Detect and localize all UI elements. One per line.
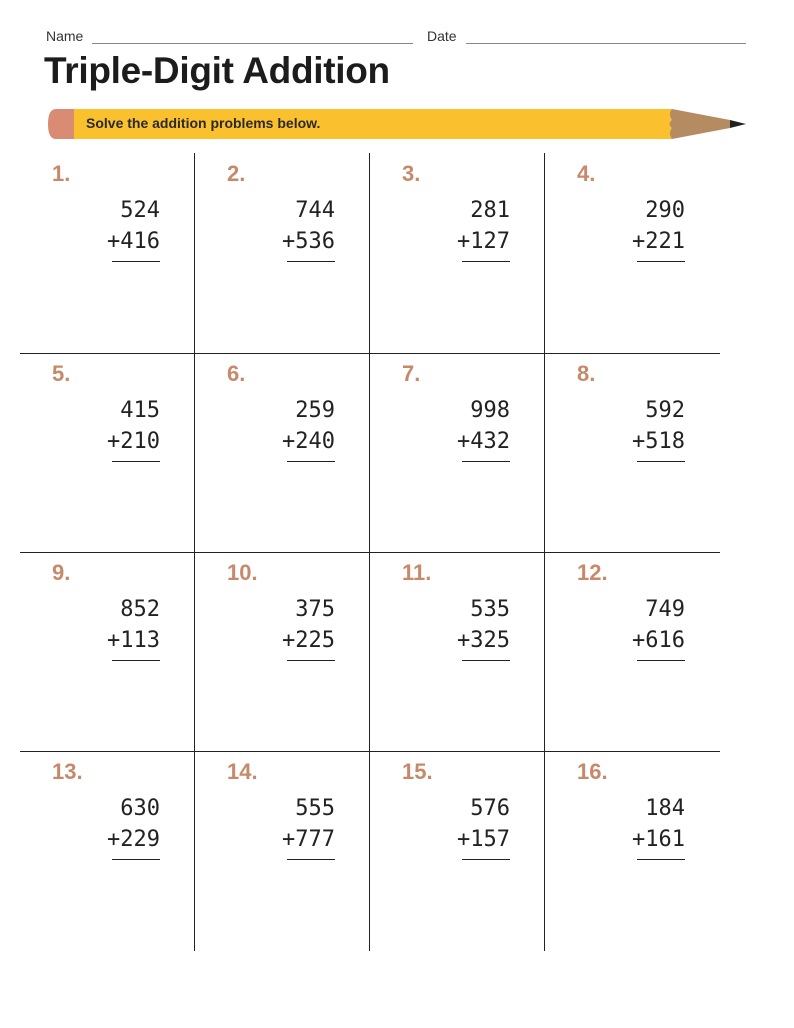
problem-number: 13. <box>52 759 83 784</box>
instruction-text: Solve the addition problems below. <box>86 115 321 131</box>
addend-bottom: +777 <box>282 827 335 852</box>
answer-line <box>462 461 510 462</box>
problem-cell[interactable] <box>195 153 370 352</box>
problem-number: 10. <box>227 560 258 585</box>
name-field[interactable] <box>92 43 413 44</box>
problem-cell[interactable] <box>545 751 720 950</box>
answer-line <box>637 261 685 262</box>
addend-bottom: +225 <box>282 628 335 653</box>
problem-grid <box>20 153 720 951</box>
addend-top: 555 <box>295 796 335 821</box>
addend-bottom: +325 <box>457 628 510 653</box>
addend-bottom: +229 <box>107 827 160 852</box>
problem-number: 1. <box>52 161 71 186</box>
answer-line <box>462 859 510 860</box>
addend-bottom: +432 <box>457 429 510 454</box>
name-label: Name <box>46 28 84 44</box>
answer-line <box>287 859 335 860</box>
problem-cell[interactable] <box>545 552 720 751</box>
addend-top: 524 <box>120 198 160 223</box>
addend-top: 375 <box>295 597 335 622</box>
addition-problem <box>615 594 715 656</box>
problem-cell[interactable] <box>20 552 195 751</box>
addition-problem <box>615 195 715 257</box>
addend-bottom: +113 <box>107 628 160 653</box>
addend-top: 744 <box>295 198 335 223</box>
answer-line <box>112 261 160 262</box>
addend-top: 576 <box>470 796 510 821</box>
problem-number: 16. <box>577 759 608 784</box>
addend-top: 281 <box>470 198 510 223</box>
pencil-banner <box>46 103 748 143</box>
addend-bottom: +616 <box>632 628 685 653</box>
addend-top: 535 <box>470 597 510 622</box>
answer-line <box>112 660 160 661</box>
answer-line <box>462 261 510 262</box>
problem-cell[interactable] <box>370 153 545 352</box>
addition-problem <box>265 395 365 457</box>
problem-number: 6. <box>227 361 246 386</box>
addend-top: 592 <box>645 398 685 423</box>
problem-number: 12. <box>577 560 608 585</box>
addend-bottom: +221 <box>632 229 685 254</box>
answer-line <box>462 660 510 661</box>
answer-line <box>287 261 335 262</box>
addition-problem <box>90 793 190 855</box>
addend-bottom: +416 <box>107 229 160 254</box>
problem-number: 15. <box>402 759 433 784</box>
problem-cell[interactable] <box>20 353 195 552</box>
problem-cell[interactable] <box>545 353 720 552</box>
addition-problem <box>615 793 715 855</box>
addition-problem <box>90 395 190 457</box>
problem-number: 5. <box>52 361 71 386</box>
problem-cell[interactable] <box>195 353 370 552</box>
problem-number: 14. <box>227 759 258 784</box>
addend-top: 998 <box>470 398 510 423</box>
answer-line <box>287 660 335 661</box>
problem-cell[interactable] <box>370 552 545 751</box>
problem-cell[interactable] <box>20 153 195 352</box>
addend-bottom: +536 <box>282 229 335 254</box>
problem-cell[interactable] <box>195 552 370 751</box>
answer-line <box>112 461 160 462</box>
addend-bottom: +157 <box>457 827 510 852</box>
addend-top: 259 <box>295 398 335 423</box>
addition-problem <box>440 195 540 257</box>
date-field[interactable] <box>466 43 746 44</box>
problem-cell[interactable] <box>370 751 545 950</box>
problem-number: 4. <box>577 161 596 186</box>
addition-problem <box>90 195 190 257</box>
problem-cell[interactable] <box>20 751 195 950</box>
problem-number: 7. <box>402 361 421 386</box>
addition-problem <box>265 195 365 257</box>
answer-line <box>112 859 160 860</box>
addend-top: 749 <box>645 597 685 622</box>
date-label: Date <box>427 28 457 44</box>
page-title: Triple-Digit Addition <box>44 50 390 91</box>
answer-line <box>637 859 685 860</box>
answer-line <box>637 660 685 661</box>
addition-problem <box>90 594 190 656</box>
addend-bottom: +161 <box>632 827 685 852</box>
addend-top: 630 <box>120 796 160 821</box>
problem-cell[interactable] <box>370 353 545 552</box>
addend-bottom: +518 <box>632 429 685 454</box>
addition-problem <box>265 594 365 656</box>
addend-top: 290 <box>645 198 685 223</box>
addend-bottom: +240 <box>282 429 335 454</box>
addition-problem <box>440 793 540 855</box>
addend-top: 184 <box>645 796 685 821</box>
problem-number: 11. <box>402 560 432 585</box>
addition-problem <box>440 395 540 457</box>
problem-cell[interactable] <box>195 751 370 950</box>
name-date-header <box>46 28 746 48</box>
problem-cell[interactable] <box>545 153 720 352</box>
addend-bottom: +210 <box>107 429 160 454</box>
problem-number: 3. <box>402 161 421 186</box>
problem-number: 8. <box>577 361 596 386</box>
addend-bottom: +127 <box>457 229 510 254</box>
addend-top: 852 <box>120 597 160 622</box>
problem-number: 9. <box>52 560 71 585</box>
answer-line <box>637 461 685 462</box>
addition-problem <box>440 594 540 656</box>
addition-problem <box>265 793 365 855</box>
addition-problem <box>615 395 715 457</box>
problem-number: 2. <box>227 161 246 186</box>
addend-top: 415 <box>120 398 160 423</box>
answer-line <box>287 461 335 462</box>
